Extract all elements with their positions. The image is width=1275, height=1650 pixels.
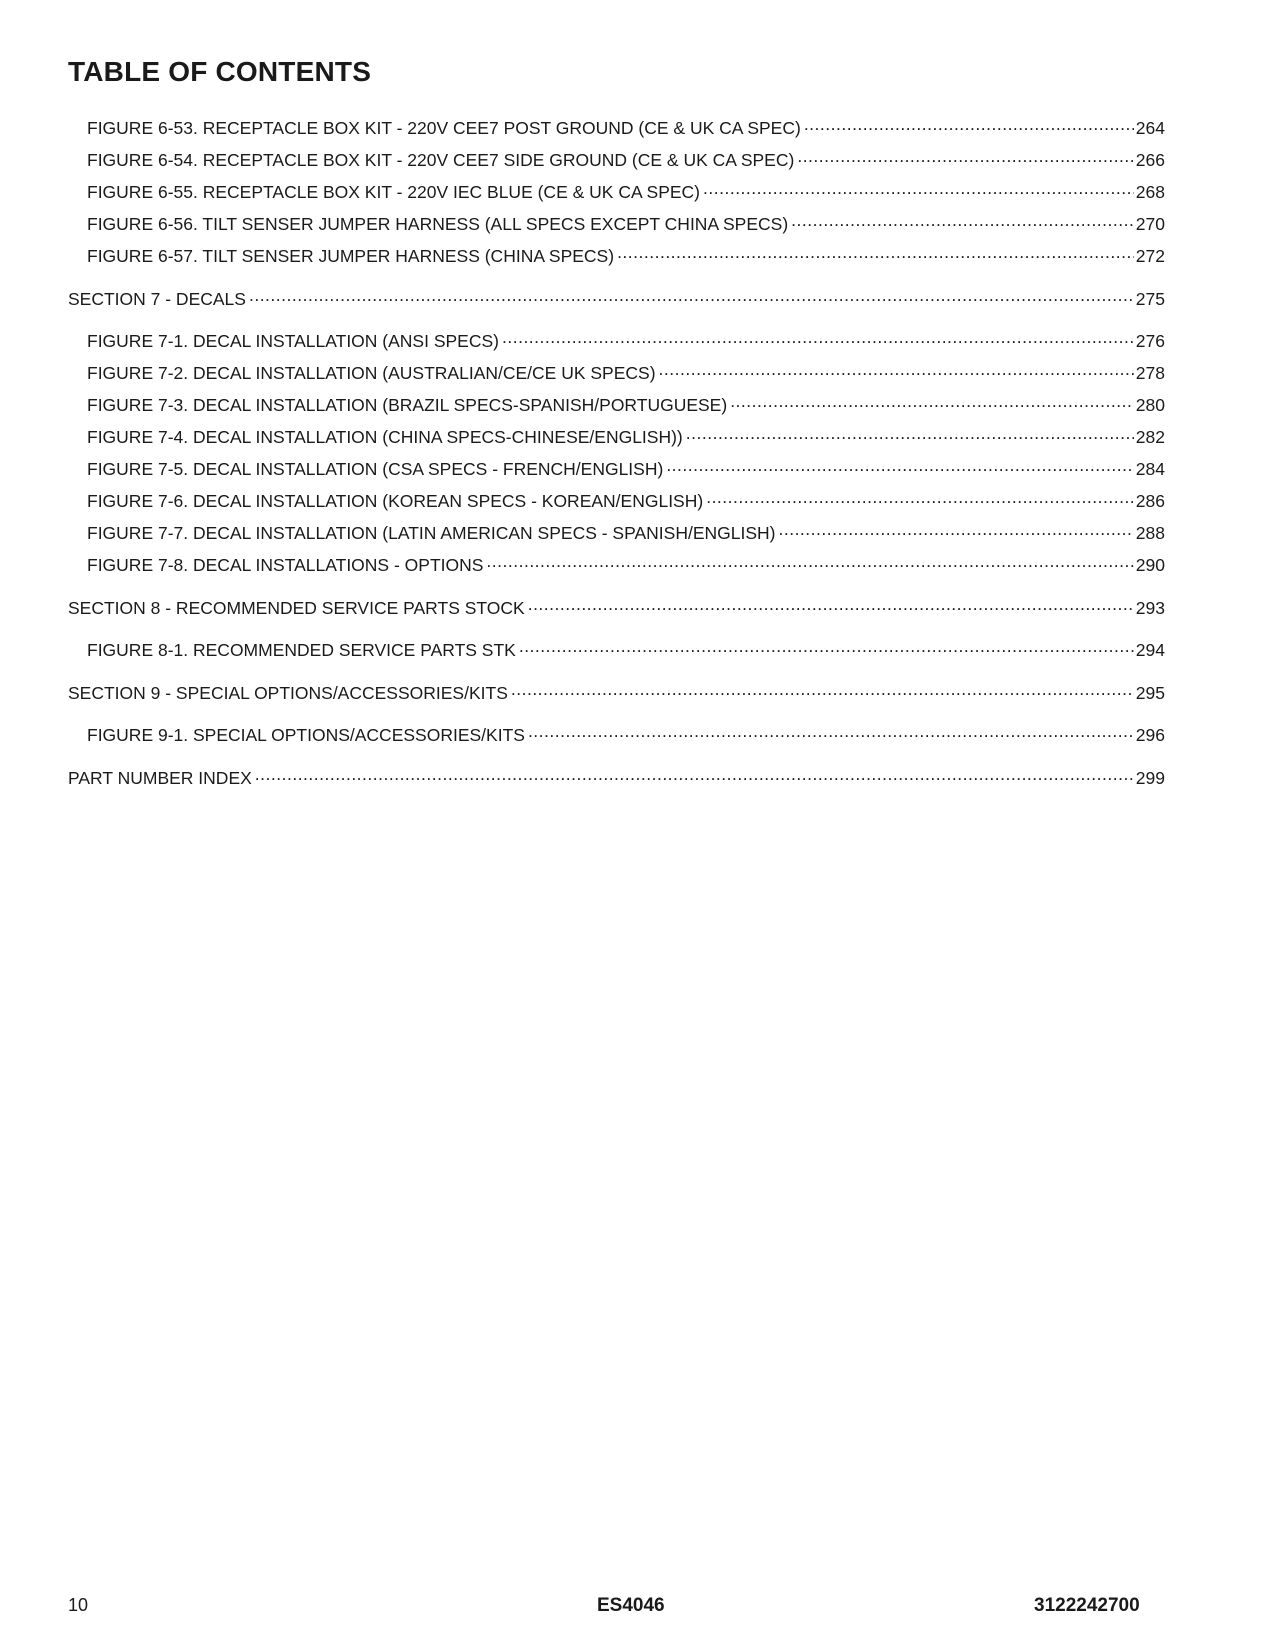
toc-entry-label: FIGURE 7-4. DECAL INSTALLATION (CHINA SPECS-CHINESE/ENGLISH)) (87, 427, 683, 447)
dot-leader (703, 176, 1134, 198)
toc-entry-page: 272 (1135, 246, 1165, 266)
dot-leader (528, 592, 1134, 614)
toc-entry-page: 290 (1135, 555, 1165, 575)
toc-entry-figure-7-1[interactable] (87, 325, 1165, 352)
dot-leader (730, 389, 1134, 411)
toc-entry-figure-7-6[interactable] (87, 485, 1165, 512)
dot-leader (502, 325, 1134, 347)
toc-entry-figure-7-4[interactable] (87, 421, 1165, 448)
toc-entry-figure-6-57[interactable] (87, 240, 1165, 267)
toc-entry-label: FIGURE 7-3. DECAL INSTALLATION (BRAZIL SPECS-SPANISH/PORTUGUESE) (87, 395, 728, 415)
toc-entry-figure-7-3[interactable] (87, 389, 1165, 416)
toc-entry-label: SECTION 7 - DECALS (68, 289, 246, 309)
dot-leader (486, 549, 1133, 571)
toc-entry-figure-6-55[interactable] (87, 176, 1165, 203)
dot-leader (706, 485, 1134, 507)
dot-leader (511, 677, 1134, 699)
toc-entry-page: 268 (1135, 182, 1165, 202)
toc-entry-page: 266 (1135, 150, 1165, 170)
dot-leader (255, 762, 1134, 784)
toc-entry-figure-6-56[interactable] (87, 208, 1165, 235)
toc-entry-figure-7-5[interactable] (87, 453, 1165, 480)
toc-entry-page: 294 (1135, 640, 1165, 660)
toc-entry-page: 276 (1135, 331, 1165, 351)
dot-leader (791, 208, 1134, 230)
toc-entry-label: FIGURE 6-57. TILT SENSER JUMPER HARNESS (CHINA SPECS) (87, 246, 615, 266)
toc-entry-figure-9-1[interactable] (87, 719, 1165, 746)
toc-entry-figure-8-1[interactable] (87, 634, 1165, 661)
toc-entry-page: 286 (1135, 491, 1165, 511)
toc-entry-page: 264 (1135, 118, 1165, 138)
toc-entry-page: 293 (1135, 598, 1165, 618)
toc-entry-label: FIGURE 9-1. SPECIAL OPTIONS/ACCESSORIES/KITS (87, 725, 525, 745)
toc-entry-label: FIGURE 7-8. DECAL INSTALLATIONS - OPTIONS (87, 555, 484, 575)
footer-doc-number: 3122242700 (1034, 1595, 1140, 1616)
dot-leader (797, 144, 1133, 166)
toc-entry-section-7[interactable] (68, 283, 1165, 310)
toc-entry-label: FIGURE 6-54. RECEPTACLE BOX KIT - 220V CEE7 SIDE GROUND (CE & UK CA SPEC) (87, 150, 795, 170)
toc-entry-label: FIGURE 7-5. DECAL INSTALLATION (CSA SPECS - FRENCH/ENGLISH) (87, 459, 664, 479)
toc-entry-label: SECTION 8 - RECOMMENDED SERVICE PARTS STOCK (68, 598, 525, 618)
toc-entry-label: FIGURE 7-1. DECAL INSTALLATION (ANSI SPECS) (87, 331, 499, 351)
toc-entry-page: 278 (1135, 363, 1165, 383)
toc-entry-page: 275 (1135, 289, 1165, 309)
toc-entry-figure-7-8[interactable] (87, 549, 1165, 576)
dot-leader (659, 357, 1134, 379)
dot-leader (666, 453, 1133, 475)
toc-entry-page: 280 (1135, 395, 1165, 415)
toc-entry-page: 296 (1135, 725, 1165, 745)
toc-entry-figure-6-54[interactable] (87, 144, 1165, 171)
toc-entry-page: 270 (1135, 214, 1165, 234)
toc-entry-figure-7-2[interactable] (87, 357, 1165, 384)
toc-entry-section-9[interactable] (68, 677, 1165, 704)
toc-entry-figure-7-7[interactable] (87, 517, 1165, 544)
toc-entry-page: 295 (1135, 683, 1165, 703)
toc-entry-figure-6-53[interactable] (87, 112, 1165, 139)
toc-entry-label: FIGURE 7-2. DECAL INSTALLATION (AUSTRALIAN/CE/CE UK SPECS) (87, 363, 656, 383)
dot-leader (804, 112, 1134, 134)
toc-entry-page: 288 (1135, 523, 1165, 543)
toc-entry-section-8[interactable] (68, 592, 1165, 619)
toc-entry-label: FIGURE 7-7. DECAL INSTALLATION (LATIN AMERICAN SPECS - SPANISH/ENGLISH) (87, 523, 776, 543)
dot-leader (617, 240, 1134, 262)
footer-page-number: 10 (68, 1595, 89, 1615)
dot-leader (519, 634, 1134, 656)
toc-entry-label: PART NUMBER INDEX (68, 768, 252, 788)
page-title: TABLE OF CONTENTS (68, 56, 372, 87)
toc-entry-label: FIGURE 8-1. RECOMMENDED SERVICE PARTS STK (87, 640, 516, 660)
toc-entry-label: FIGURE 6-56. TILT SENSER JUMPER HARNESS (ALL SPECS EXCEPT CHINA SPECS) (87, 214, 789, 234)
dot-leader (686, 421, 1134, 443)
toc-entry-label: FIGURE 6-55. RECEPTACLE BOX KIT - 220V IEC BLUE (CE & UK CA SPEC) (87, 182, 701, 202)
toc-entry-label: SECTION 9 - SPECIAL OPTIONS/ACCESSORIES/KITS (68, 683, 508, 703)
dot-leader (528, 719, 1134, 741)
footer-model: ES4046 (597, 1595, 665, 1616)
dot-leader (249, 283, 1134, 305)
toc-entry-label: FIGURE 6-53. RECEPTACLE BOX KIT - 220V CEE7 POST GROUND (CE & UK CA SPEC) (87, 118, 801, 138)
toc-entry-page: 299 (1135, 768, 1165, 788)
dot-leader (778, 517, 1133, 539)
toc-entry-page: 284 (1135, 459, 1165, 479)
toc-entry-label: FIGURE 7-6. DECAL INSTALLATION (KOREAN SPECS - KOREAN/ENGLISH) (87, 491, 704, 511)
toc-entry-page: 282 (1135, 427, 1165, 447)
toc-entry-part-number-index[interactable] (68, 762, 1165, 789)
